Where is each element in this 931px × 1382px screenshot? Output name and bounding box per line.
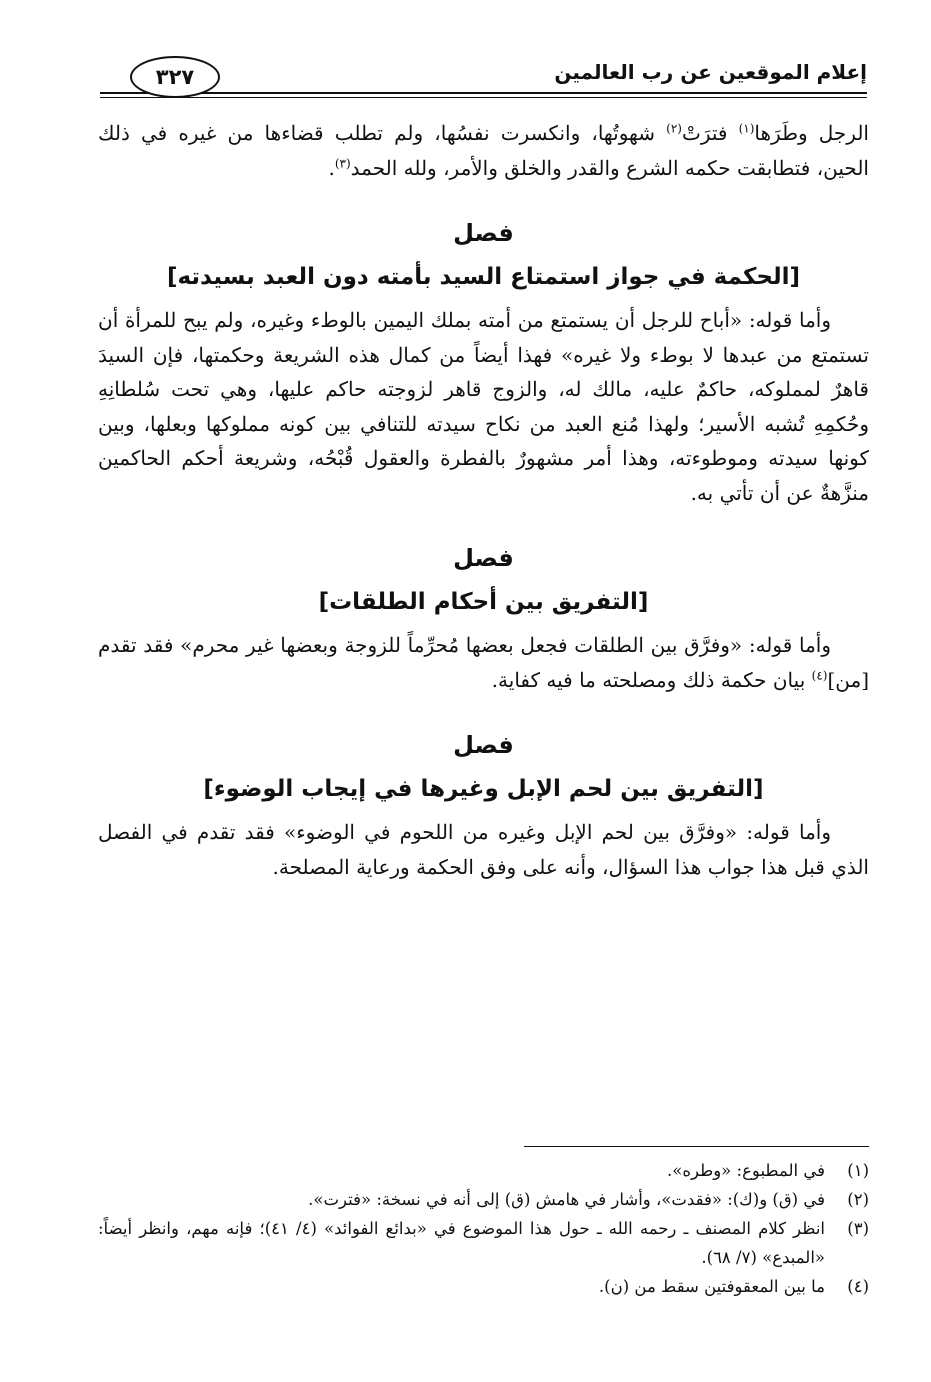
section-2-fasl-heading: فصل — [453, 544, 514, 572]
opening-paragraph — [98, 116, 869, 185]
footnote-ref-4[interactable]: (٤) — [811, 667, 828, 682]
text-run: . — [328, 155, 335, 180]
footnote-1 — [98, 1156, 869, 1185]
footnote-number: (٤) — [847, 1277, 869, 1296]
section-2-title: [التفريق بين أحكام الطلقات] — [318, 589, 649, 615]
section-1-fasl-heading: فصل — [453, 219, 514, 247]
footnotes — [98, 1156, 869, 1301]
footnote-separator — [524, 1146, 869, 1147]
footnote-number: (١) — [847, 1161, 869, 1180]
footnote-ref-2[interactable]: (٢) — [666, 121, 682, 136]
section-1-paragraph: وأما قوله: «أباح للرجل أن يستمتع من أمته بملك اليمين بالوطء وغيره، ولم يبح للمرأة أن تستمتع من عبدها لا بوطء ولا غيره» فهذا أيضاً من كمال هذه الشريعة وحكمتها، فإن السيدَ قاهرٌ لمملوكه، حاكمٌ عليه، مالك له، والزوج قاهر لزوجته حاكم عليها، وهي تحت سُلطانِهِ وحُكمِهِ تُشبه الأسير؛ ولهذا مُنع العبد من نكاح سيدته للتنافي بين كونه مملوكها وبعلها، وبين كونها سيدته وموطوءته، وهذا أمر مشهورٌ بالفطرة والعقول قُبْحُه، وشريعة أحكم الحاكمين منزَّهةٌ عن أن تأتي به. — [98, 308, 869, 505]
footnote-text: انظر كلام المصنف ـ رحمه الله ـ حول هذا الموضوع في «بدائع الفوائد» (٤/ ٤١)؛ فإنه مهم، وانظر أيضاً: «المبدع» (٧/ ٦٨). — [98, 1219, 825, 1267]
section-3-paragraph: وأما قوله: «وفرَّق بين لحم الإبل وغيره من اللحوم في الوضوء» فقد تقدم في الفصل الذي قبل هذا جواب هذا السؤال، وأنه على وفق الحكمة ورعاية المصلحة. — [98, 820, 869, 879]
footnote-text: في (ق) و(ك): «فقدت»، وأشار في هامش (ق) إلى أنه في نسخة: «فترت». — [308, 1190, 825, 1209]
page-number: ٣٢٧ — [130, 56, 220, 98]
footnote-text: في المطبوع: «وطره». — [666, 1161, 825, 1180]
page-header — [100, 56, 867, 102]
footnote-ref-3[interactable]: (٣) — [334, 155, 351, 170]
footnote-number: (٣) — [847, 1219, 869, 1238]
footnote-4 — [98, 1272, 869, 1301]
main-text — [98, 116, 869, 884]
footnote-ref-1[interactable]: (١) — [738, 121, 755, 136]
text-run: فترَتْ — [681, 121, 739, 145]
text-run: شهوتُها، وانكسرت نفسُها، ولم تطلب قضاءها من غيره في ذلك الحين، فتطابقت حكمه الشرع والقدر والخلق والأمر، ولله الحمد — [98, 121, 869, 180]
section-1-title: [الحكمة في جواز استمتاع السيد بأمته دون العبد بسيدته] — [166, 264, 801, 290]
section-3-title: [التفريق بين لحم الإبل وغيرها في إيجاب الوضوء] — [203, 776, 764, 802]
text-run: بيان حكمة ذلك ومصلحته ما فيه كفاية. — [491, 667, 812, 692]
footnote-2 — [98, 1185, 869, 1214]
section-3-fasl-heading: فصل — [453, 731, 514, 759]
footnote-text: ما بين المعقوفتين سقط من (ن). — [598, 1277, 825, 1296]
text-run: وأما قوله: «وفرَّق بين الطلقات فجعل بعضها مُحرِّماً للزوجة وبعضها غير محرم» فقد تقدم [من] — [98, 633, 869, 692]
footnote-3 — [98, 1214, 869, 1272]
text-run: الرجل وطَرَها — [754, 121, 869, 145]
footnote-number: (٢) — [847, 1190, 869, 1209]
section-2-paragraph — [98, 628, 869, 697]
running-title: إعلام الموقعين عن رب العالمين — [554, 60, 867, 84]
header-rule — [100, 92, 867, 98]
